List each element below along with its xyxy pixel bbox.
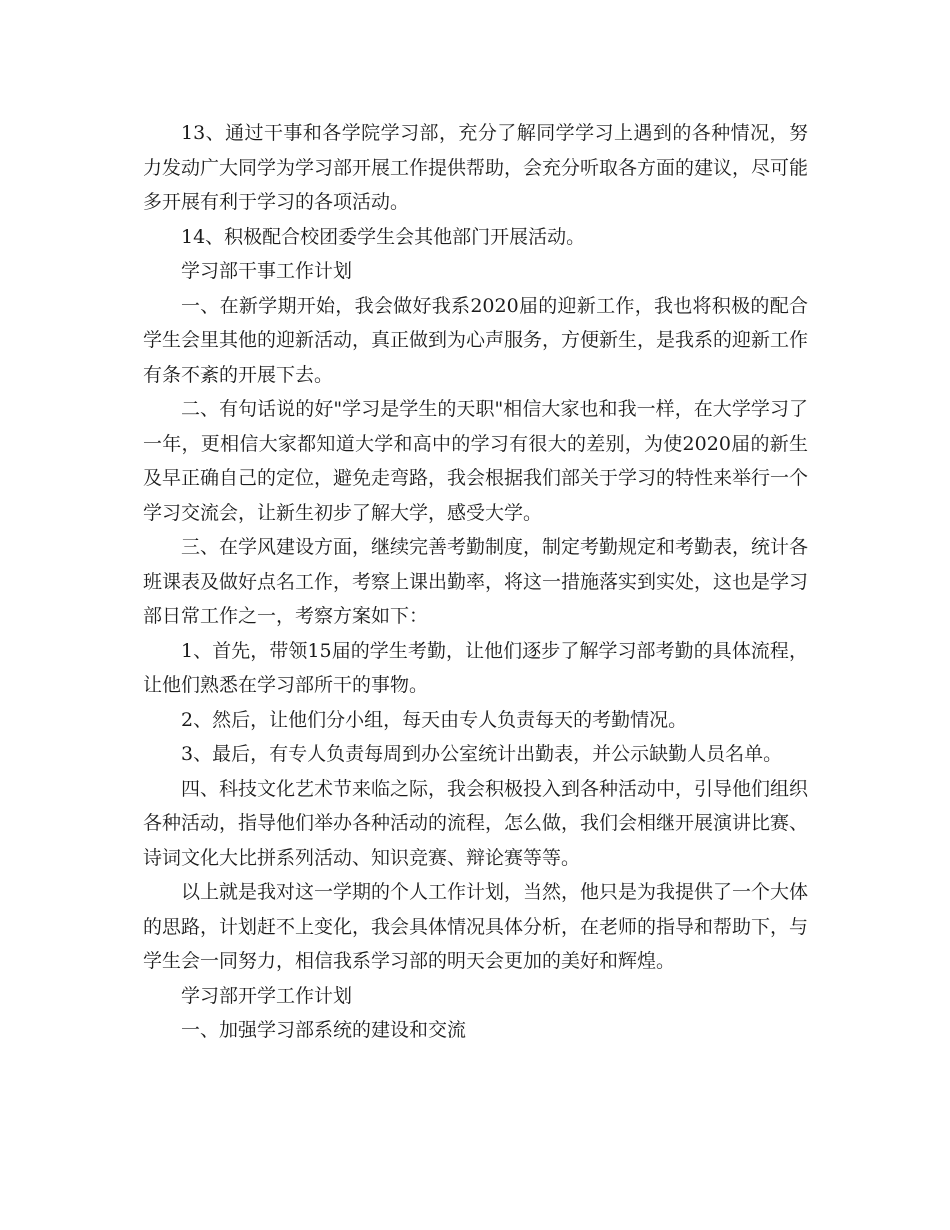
paragraph-four-festival: 四、科技文化艺术节来临之际，我会积极投入到各种活动中，引导他们组织各种活动，指导他们举办各种活动的流程，怎么做，我们会相继开展演讲比赛、诗词文化大比拼系列活动、知识竞赛、辩论赛等等。 — [143, 777, 809, 869]
paragraph-one-orientation: 一、在新学期开始，我会做好我系2020届的迎新工作，我也将积极的配合学生会里其他的迎新活动，真正做到为心声服务，方便新生，是我系的迎新工作有条不紊的开展下去。 — [143, 294, 809, 386]
paragraph-summary: 以上就是我对这一学期的个人工作计划，当然，他只是为我提供了一个大体的思路，计划赶不上变化，我会具体情况具体分析，在老师的指导和帮助下，与学生会一同努力，相信我系学习部的明天会更加的美好和辉煌。 — [143, 881, 809, 972]
paragraph-one-strengthen: 一、加强学习部系统的建设和交流 — [181, 1019, 467, 1041]
list-item-finally: 3、最后，有专人负责每周到办公室统计出勤表，并公示缺勤人员名单。 — [181, 743, 783, 765]
list-item-first: 1、首先，带领15届的学生考勤，让他们逐步了解学习部考勤的具体流程，让他们熟悉在学习部所干的事物。 — [143, 639, 808, 696]
document-body — [143, 116, 808, 1048]
paragraph-three-attendance: 三、在学风建设方面，继续完善考勤制度，制定考勤规定和考勤表，统计各班课表及做好点名工作，考察上课出勤率，将这一措施落实到实处，这也是学习部日常工作之一，考察方案如下： — [143, 536, 809, 627]
list-item-then: 2、然后，让他们分小组，每天由专人负责每天的考勤情况。 — [181, 708, 688, 731]
paragraph-two-exchange: 二、有句话说的好"学习是学生的天职"相信大家也和我一样，在大学学习了一年，更相信大家都知道大学和高中的学习有很大的差别，为使2020届的新生及早正确自己的定位，避免走弯路，我会根据我们部关于学习的特性来举行一个学习交流会，让新生初步了解大学，感受大学。 — [143, 398, 809, 524]
section-heading-staff-plan: 学习部干事工作计划 — [181, 260, 353, 282]
paragraph-13-feedback: 13、通过干事和各学院学习部，充分了解同学学习上遇到的各种情况，努力发动广大同学为学习部开展工作提供帮助，会充分听取各方面的建议，尽可能多开展有利于学习的各项活动。 — [143, 122, 809, 213]
paragraph-14-cooperate: 14、积极配合校团委学生会其他部门开展活动。 — [181, 225, 586, 248]
section-heading-semester-plan: 学习部开学工作计划 — [181, 984, 353, 1007]
